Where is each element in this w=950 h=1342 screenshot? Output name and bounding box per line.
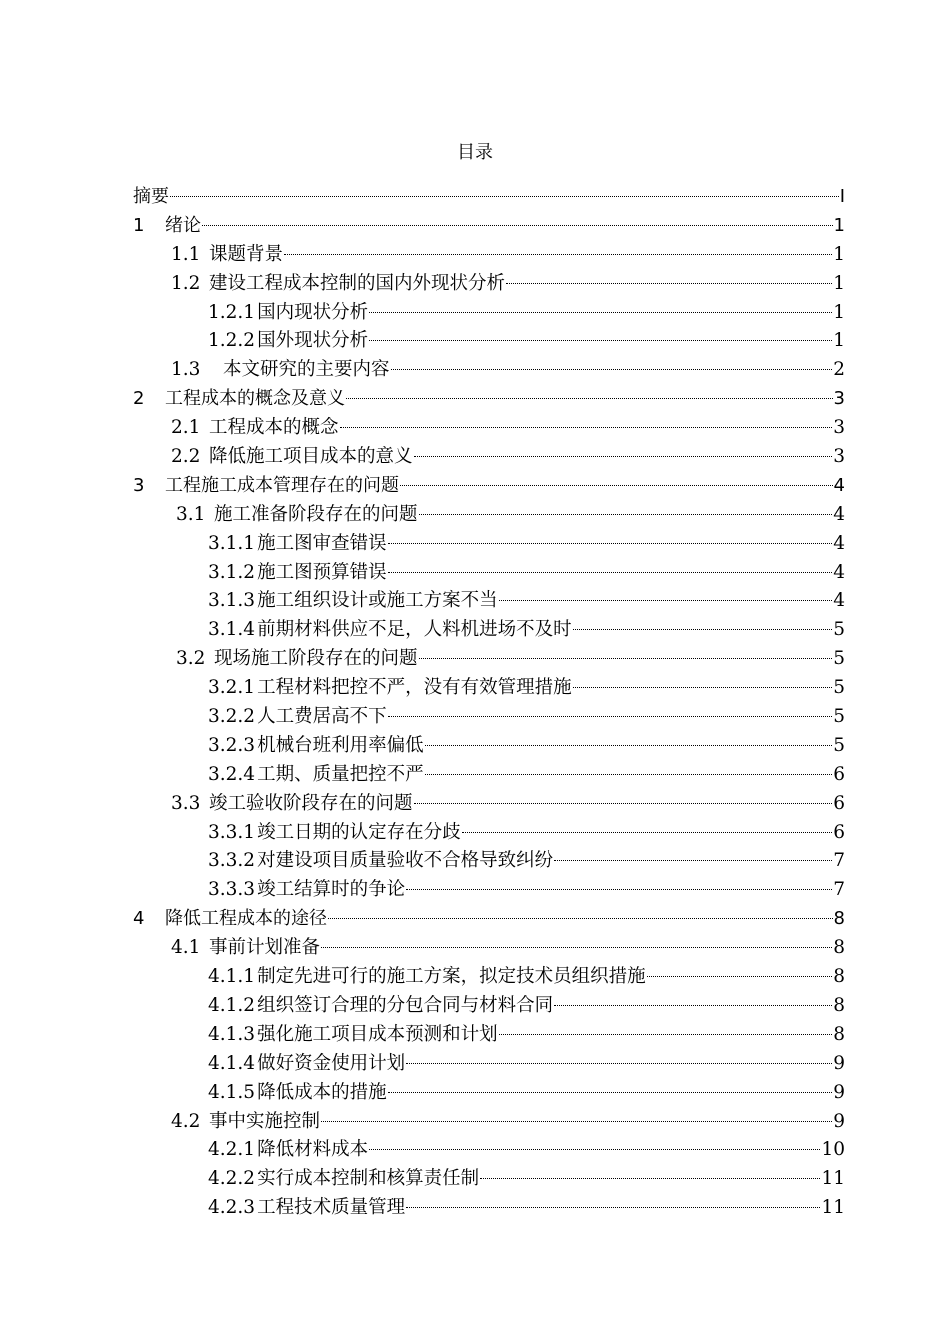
toc-entry-number: 4.1.3 [208, 1023, 256, 1045]
toc-entry-number: 3.1 [176, 503, 206, 525]
toc-entry-number: 3.1.4 [208, 619, 256, 641]
toc-entry-page-number: 1 [833, 214, 845, 236]
toc-entry-page-number: 4 [833, 590, 845, 612]
dot-leader [554, 860, 832, 861]
toc-entry[interactable] [133, 443, 845, 472]
toc-entry-label: 摘要 [133, 186, 169, 207]
toc-entry-page-number: 5 [833, 706, 845, 728]
toc-entry-number: 3.2.4 [208, 763, 256, 785]
toc-entry-page-number: 8 [833, 1023, 845, 1045]
dot-leader [406, 889, 832, 890]
toc-entry[interactable] [133, 472, 845, 501]
toc-entry-label: 建设工程成本控制的国内外现状分析 [209, 272, 506, 294]
toc-entry-label: 竣工验收阶段存在的问题 [209, 792, 413, 814]
dot-leader [346, 398, 833, 399]
toc-entry-number: 1.3 [171, 359, 201, 381]
toc-entry-number: 4.1.4 [208, 1052, 256, 1074]
toc-entry-page-number: 8 [833, 908, 845, 930]
toc-entry[interactable] [133, 645, 845, 674]
toc-entry-page-number: 4 [833, 532, 845, 554]
toc-entry-number: 3.2.3 [208, 734, 256, 756]
dot-leader [573, 629, 833, 630]
toc-entry-number: 1 [133, 214, 145, 236]
dot-leader [480, 1178, 820, 1179]
toc-entry-page-number: 7 [833, 850, 845, 872]
toc-entry[interactable] [133, 847, 845, 876]
toc-entry-number: 1.2 [171, 272, 201, 294]
toc-entry-label: 绪论 [165, 214, 201, 236]
dot-leader [284, 254, 832, 255]
toc-entry-label: 工程技术质量管理 [257, 1197, 406, 1219]
dot-leader [388, 716, 833, 717]
toc-entry-page-number: 2 [833, 359, 845, 381]
dot-leader [388, 543, 833, 544]
toc-entry-number: 3.2 [176, 648, 206, 670]
toc-entry[interactable] [133, 587, 845, 616]
toc-entry-label: 降低成本的措施 [257, 1081, 387, 1103]
toc-entry-label: 降低材料成本 [257, 1139, 369, 1161]
toc-entry-number: 3.1.3 [208, 590, 256, 612]
toc-entry-number: 3.3.2 [208, 850, 256, 872]
dot-leader [328, 918, 833, 919]
toc-entry-label: 施工图审查错误 [257, 532, 387, 554]
toc-entry-label: 工程施工成本管理存在的问题 [165, 474, 399, 496]
toc-entry-label: 施工图预算错误 [257, 561, 387, 583]
toc-entry-label: 工程材料把控不严，没有有效管理措施 [257, 677, 572, 699]
toc-entry-label: 事前计划准备 [209, 937, 321, 959]
toc-entry-label: 课题背景 [209, 243, 284, 265]
toc-entry-page-number: 9 [833, 1110, 845, 1132]
toc-entry-number: 3.2.2 [208, 706, 256, 728]
toc-entry-number: 3.3 [171, 792, 201, 814]
toc-entry-number: 3.1.2 [208, 561, 256, 583]
toc-entry[interactable] [133, 1108, 845, 1137]
toc-entry-label: 机械台班利用率偏低 [257, 734, 424, 756]
toc-entry-label: 工程成本的概念 [209, 417, 339, 439]
toc-entry[interactable] [133, 241, 845, 270]
toc-entry-number: 3 [133, 474, 145, 496]
toc-entry-page-number: 11 [821, 1197, 845, 1219]
dot-leader [340, 427, 833, 428]
toc-entry-label: 降低工程成本的途径 [165, 908, 327, 930]
toc-entry[interactable] [133, 1136, 845, 1165]
toc-entry-page-number: 1 [833, 330, 845, 352]
toc-entry-page-number: 1 [833, 243, 845, 265]
toc-entry-label: 施工组织设计或施工方案不当 [257, 590, 498, 612]
toc-entry[interactable] [133, 1021, 845, 1050]
toc-entry-number: 4.1.2 [208, 994, 256, 1016]
toc-entry[interactable] [133, 876, 845, 905]
toc-entry[interactable] [133, 530, 845, 559]
toc-entry-number: 4.2.1 [208, 1139, 256, 1161]
dot-leader [369, 1149, 820, 1150]
toc-entry-label: 工期、质量把控不严 [257, 763, 424, 785]
dot-leader [462, 832, 833, 833]
toc-entry-number: 4.1.1 [208, 966, 256, 988]
toc-entry-label: 国内现状分析 [257, 301, 369, 323]
toc-entry[interactable] [133, 819, 845, 848]
toc-entry-page-number: 3 [833, 417, 845, 439]
toc-entry[interactable] [133, 963, 845, 992]
toc-entry[interactable] [133, 732, 845, 761]
toc-entry-page-number: 11 [821, 1168, 845, 1190]
toc-entry-page-number: 4 [833, 561, 845, 583]
toc-entry-number: 3.3.3 [208, 879, 256, 901]
toc-entry[interactable] [133, 905, 845, 934]
toc-entry-page-number: 5 [833, 677, 845, 699]
dot-leader [419, 514, 833, 515]
toc-entry[interactable] [133, 183, 845, 212]
toc-entry-number: 1.1 [171, 243, 201, 265]
toc-entry-number: 4 [133, 908, 145, 930]
table-of-contents [133, 183, 845, 1223]
toc-entry-label: 工程成本的概念及意义 [165, 388, 345, 410]
toc-entry-page-number: 1 [833, 272, 845, 294]
toc-entry[interactable] [133, 674, 845, 703]
toc-entry[interactable] [133, 790, 845, 819]
toc-entry-label: 本文研究的主要内容 [223, 359, 390, 381]
dot-leader [406, 1207, 820, 1208]
toc-entry-number: 3.2.1 [208, 677, 256, 699]
toc-entry-number: 3.3.1 [208, 821, 256, 843]
toc-entry-page-number: 5 [833, 734, 845, 756]
dot-leader [406, 1063, 832, 1064]
page-title: 目录 [457, 142, 493, 163]
toc-entry-number: 1.2.2 [208, 330, 256, 352]
dot-leader [202, 225, 833, 226]
toc-entry-number: 4.2.2 [208, 1168, 256, 1190]
toc-entry-label: 施工准备阶段存在的问题 [214, 503, 418, 525]
dot-leader [388, 1092, 833, 1093]
toc-entry-page-number: 8 [833, 937, 845, 959]
dot-leader [414, 456, 833, 457]
toc-entry-label: 人工费居高不下 [257, 706, 387, 728]
toc-entry-page-number: 3 [833, 446, 845, 468]
toc-entry[interactable] [133, 761, 845, 790]
toc-entry-page-number: 10 [821, 1139, 845, 1161]
toc-entry-label: 国外现状分析 [257, 330, 369, 352]
dot-leader [419, 658, 833, 659]
toc-entry[interactable] [133, 703, 845, 732]
toc-entry[interactable] [133, 1194, 845, 1223]
dot-leader [388, 572, 833, 573]
dot-leader [573, 687, 833, 688]
toc-entry-page-number: 8 [833, 966, 845, 988]
dot-leader [425, 774, 833, 775]
dot-leader [414, 803, 833, 804]
dot-leader [400, 485, 833, 486]
dot-leader [647, 976, 833, 977]
toc-entry-label: 竣工日期的认定存在分歧 [257, 821, 461, 843]
toc-entry[interactable] [133, 414, 845, 443]
toc-entry-page-number: 5 [833, 619, 845, 641]
dot-leader [369, 340, 832, 341]
dot-leader [499, 1034, 833, 1035]
toc-entry-label: 对建设项目质量验收不合格导致纠纷 [257, 850, 554, 872]
toc-entry-page-number: 7 [833, 879, 845, 901]
toc-entry-page-number: 6 [833, 792, 845, 814]
dot-leader [391, 369, 833, 370]
toc-entry-number: 2.1 [171, 417, 201, 439]
dot-leader [425, 745, 833, 746]
toc-entry-number: 2.2 [171, 446, 201, 468]
toc-entry-page-number: 6 [833, 821, 845, 843]
dot-leader [369, 312, 832, 313]
toc-entry-number: 4.1 [171, 937, 201, 959]
toc-entry-page-number: 8 [833, 994, 845, 1016]
toc-entry-page-number: 5 [833, 648, 845, 670]
toc-entry-label: 组织签订合理的分包合同与材料合同 [257, 994, 554, 1016]
toc-entry-page-number: 3 [833, 388, 845, 410]
dot-leader [499, 600, 833, 601]
dot-leader [506, 283, 832, 284]
toc-entry[interactable] [133, 1050, 845, 1079]
toc-entry-label: 现场施工阶段存在的问题 [214, 648, 418, 670]
toc-entry-number: 2 [133, 388, 145, 410]
toc-entry-label: 做好资金使用计划 [257, 1052, 406, 1074]
toc-entry[interactable] [133, 934, 845, 963]
toc-entry-label: 实行成本控制和核算责任制 [257, 1168, 480, 1190]
toc-entry[interactable] [133, 1165, 845, 1194]
toc-entry-number: 4.2.3 [208, 1197, 256, 1219]
toc-entry-label: 前期材料供应不足，人料机进场不及时 [257, 619, 572, 641]
toc-entry-page-number: 6 [833, 763, 845, 785]
toc-entry-label: 制定先进可行的施工方案，拟定技术员组织措施 [257, 966, 646, 988]
toc-entry-page-number: 9 [833, 1081, 845, 1103]
toc-entry[interactable] [133, 1079, 845, 1108]
toc-entry-number: 4.1.5 [208, 1081, 256, 1103]
toc-entry-label: 强化施工项目成本预测和计划 [257, 1023, 498, 1045]
toc-entry-page-number: I [839, 186, 845, 207]
toc-entry[interactable] [133, 356, 845, 385]
toc-entry[interactable] [133, 616, 845, 645]
toc-entry-number: 1.2.1 [208, 301, 256, 323]
toc-entry-page-number: 4 [833, 474, 845, 496]
toc-entry-page-number: 4 [833, 503, 845, 525]
toc-entry[interactable] [133, 501, 845, 530]
toc-entry-number: 3.1.1 [208, 532, 256, 554]
toc-entry[interactable] [133, 559, 845, 588]
toc-entry-label: 事中实施控制 [209, 1110, 321, 1132]
dot-leader [321, 1121, 832, 1122]
toc-entry-number: 4.2 [171, 1110, 201, 1132]
toc-entry[interactable] [133, 212, 845, 241]
toc-entry[interactable] [133, 270, 845, 299]
toc-entry-page-number: 9 [833, 1052, 845, 1074]
toc-entry[interactable] [133, 385, 845, 414]
toc-entry[interactable] [133, 327, 845, 356]
toc-entry-label: 降低施工项目成本的意义 [209, 446, 413, 468]
toc-entry-label: 竣工结算时的争论 [257, 879, 406, 901]
dot-leader [170, 196, 839, 197]
toc-entry[interactable] [133, 299, 845, 328]
dot-leader [554, 1005, 832, 1006]
toc-entry-page-number: 1 [833, 301, 845, 323]
dot-leader [321, 947, 832, 948]
toc-entry[interactable] [133, 992, 845, 1021]
